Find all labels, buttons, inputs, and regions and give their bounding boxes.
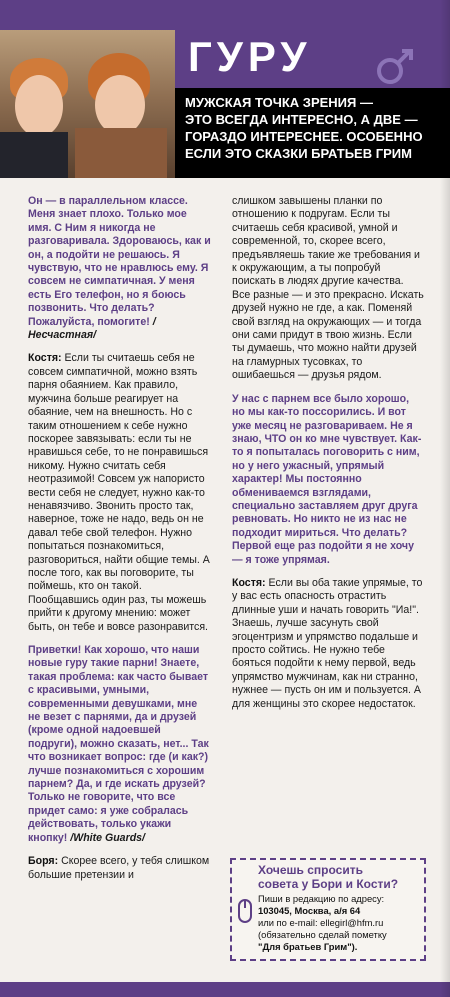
answer-2-text: Скорее всего, у тебя слишком большие претензии и <box>28 855 210 881</box>
letter-1 <box>28 195 212 342</box>
photo-jacket-right <box>75 128 167 178</box>
ask-line-3: или по e-mail: ellegirl@hfm.ru <box>258 917 384 928</box>
description-line-4: ЕСЛИ ЭТО СКАЗКИ БРАТЬЕВ ГРИМ <box>185 146 412 161</box>
answer-3 <box>232 577 424 711</box>
ask-line-2: 103045, Москва, а/я 64 <box>258 905 361 916</box>
answer-2-author: Боря: <box>28 855 59 868</box>
page-edge-shadow <box>440 0 450 997</box>
right-column <box>232 195 424 711</box>
ask-line-5: "Для братьев Грим"). <box>258 941 358 952</box>
answer-2 <box>28 855 212 882</box>
ask-line-1: Пиши в редакцию по адресу: <box>258 893 385 904</box>
photo-face-right <box>95 75 145 135</box>
page-title: ГУРУ <box>188 33 312 80</box>
signature-1: /Несчастная/ <box>28 315 156 342</box>
answer-3-author: Костя: <box>232 576 266 589</box>
computer-mouse-icon <box>237 898 253 924</box>
male-symbol-icon <box>374 48 416 88</box>
ask-title-line-2: совета у Бори и Кости? <box>258 877 399 891</box>
title-description <box>175 88 450 178</box>
top-accent-bar <box>0 0 450 30</box>
description-line-2: ЭТО ВСЕГДА ИНТЕРЕСНО, А ДВЕ — <box>185 112 418 127</box>
question-3: У нас с парнем все было хорошо, но мы как-то поссорились. И вот уже месяц не разговариваем. Не я знаю, ЧТО он ко мне чувствует. Как-то я попыталась поговорить с ним, но у него ужасный, упрямый характер! Мы постоянно обмениваемся взглядами, специально заставляем друг друга ревновать. Но никто не из нас не подходит мириться. Что делать? Первой еще раз подойти я не хочу — я тоже упрямая. <box>232 392 422 566</box>
answer-1-author: Костя: <box>28 352 62 365</box>
bottom-accent-bar <box>0 982 450 997</box>
left-column <box>28 195 212 882</box>
letter-2 <box>28 644 212 845</box>
answer-2-continued-text: слишком завышены планки по отношению к подругам. Если ты считаешь себя красивой, умной и современной, то, скорее всего, предъявляешь такие же требования и к окружающим, а ты попробуй поискать в людях другие качества. Все разные — и это прекрасно. Искать друзей нужно не где, а как. Поменяй свой взгляд на окружающих — и тогда они сами придут в твою жизнь. Если ты думаешь, что можно найти друзей на гламурных тусовках, то ошибаешься — друзья рядом. <box>232 195 424 382</box>
letter-3 <box>232 393 424 567</box>
ask-title <box>258 863 398 891</box>
ask-contact-info <box>258 893 387 953</box>
description-line-3: ГОРАЗДО ИНТЕРЕСНЕЕ. ОСОБЕННО <box>185 129 423 144</box>
question-2: Приветки! Как хорошо, что наши новые гуру такие парни! Знаете, такая проблема: как часто бывает с красивыми, умными, современными девушками, мне не везет с парнями, да и друзей (кроме одной надоевшей подруги), можно сказать, нет... Так что возникает вопрос: где (и как?) лучше познакомиться с хорошим парнем? Да, и где искать друзей? Только не говорите, что все придет само: я уже собралась действовать, только укажи кнопку! <box>28 644 209 844</box>
photo-shirt-left <box>0 132 68 178</box>
description-line-1: МУЖСКАЯ ТОЧКА ЗРЕНИЯ — <box>185 95 373 110</box>
answer-1-text: Если ты считаешь себя не совсем симпатичной, можно взять парня обаянием. Как правило, мужчина больше реагирует на обаяние, чем на внешность. Но с таким отношением к себе нужно поскорее завязывать: если ты не нравишься себе, то не понравишься никому. Нужно считать себя неотразимой! Совсем уж напористо вести себя не следует, нужно как-то ненавязчиво. Звонить просто так, наверное, тоже не надо, ведь он не давал тебе свой телефон. Нужно попытаться познакомиться, разговориться, найти общие темы. А после того, как вы поговорите, ты поймешь, кто он такой. Пообщавшись один раз, ты можешь прийти к другому мнению: может быть, он тебе и вовсе разонравится. <box>28 352 210 633</box>
guru-photo <box>0 30 175 178</box>
photo-face-left <box>15 75 63 137</box>
question-1: Он — в параллельном классе. Меня знает плохо. Только мое имя. С Ним я никогда не разговаривала. Здороваюсь, как и он, а подойти не решаюсь. Я чувствую, что не нравлюсь ему. Я совсем не симпатичная. У меня есть Его телефон, но я боюсь позвонить. Что делать? Пожалуйста, помогите! <box>28 195 211 328</box>
ask-line-4: (обязательно сделай пометку <box>258 929 387 940</box>
answer-1 <box>28 352 212 634</box>
answer-3-text: Если вы оба такие упрямые, то у вас есть опасность отрастить длинные уши и начать говорить "Иа!". Знаешь, лучше засунуть свой эгоцентризм и упрямство подальше и просто сойтись. Не нужно тебе бояться подойти к нему первой, ведь упрямство мужчинам, как ни странно, нужнее — пусть он им и пользуется. А для женщины это скорее недостаток. <box>232 576 423 710</box>
signature-2: /White Guards/ <box>70 831 146 844</box>
answer-2-continued <box>232 195 424 383</box>
ask-title-line-1: Хочешь спросить <box>258 863 363 877</box>
